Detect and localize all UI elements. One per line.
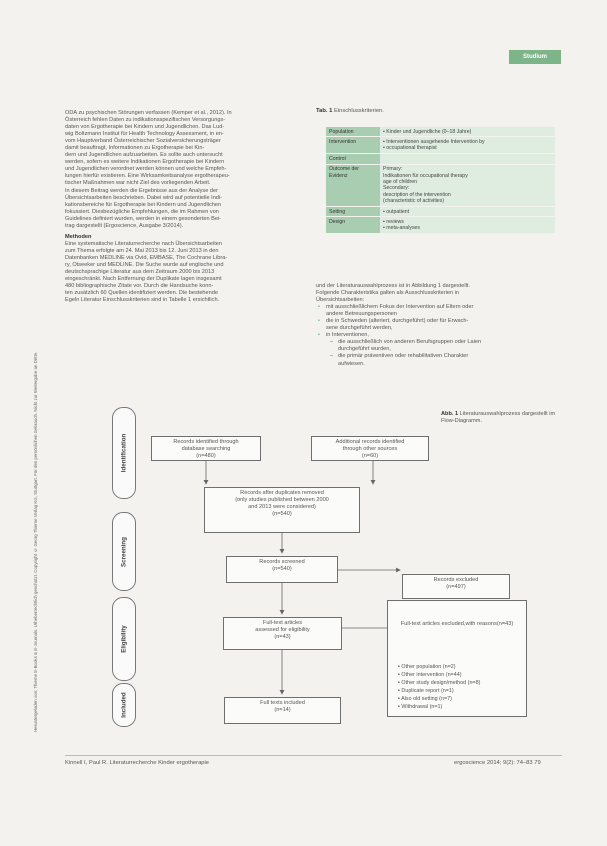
text-line: vom Hauptverband Österreichischer Sozialversicherungsträger (65, 138, 221, 145)
box-text-line: database searching (181, 446, 231, 452)
text-line: Guidelines definiert wurden, werden in einem gesonderten Bei- (65, 215, 222, 222)
exclusion-reason: ▪ Other intervention (n=44) (398, 671, 480, 679)
figure-caption-text: Literaturauswahlprozess dargestellt im Flow-Diagramm. (441, 411, 556, 424)
text-line: eingeschränkt. Nach Entfernung der Duplikate lagen insgesamt (65, 276, 222, 283)
box-text-line: (only studies published between 2000 (235, 497, 329, 503)
table-caption-label: Tab. 1 (316, 108, 333, 114)
text-line: Übersichtsarbeiten: (316, 297, 365, 304)
box-text-line: (n=480) (196, 453, 216, 459)
box-text-line: Full texts included (260, 700, 305, 706)
text-line: Österreich fehlen Daten zu indikationsspezifischen Versorgungs- (65, 117, 226, 124)
table-value-line: ▪ reviews (383, 219, 552, 225)
box-text-line: and 2013 were considered) (248, 504, 316, 510)
table-row-key: Control (326, 154, 380, 164)
box-records-screened (226, 556, 338, 583)
box-text-line: Records identified through (173, 439, 239, 445)
exclusion-subitem-line: – die primär präventiven oder rehabilitativen Charakter (316, 353, 560, 360)
fulltext-excluded-title (388, 601, 526, 628)
text-line: damit beauftragt, Informationen zu Ergotherapie bei Kin- (65, 145, 205, 152)
box-text-line: (n=497) (446, 584, 466, 590)
box-records-database (151, 436, 261, 461)
box-text-line: Records excluded (433, 577, 479, 583)
text-line: In diesem Beitrag werden die Ergebnisse aus der Analyse der (65, 187, 218, 194)
exclusion-reason: ▪ Other population (n=2) (398, 663, 480, 671)
box-text-line: with reasons (465, 621, 497, 627)
table-value-line: ▪ occupational therapist (383, 145, 552, 151)
exclusion-reason: ▪ Duplicate report (n=1) (398, 687, 480, 695)
table-row-key: Population (326, 127, 380, 137)
box-text-line: Records screened (259, 559, 305, 565)
exclusion-subitem-line: aufwiesen. (338, 360, 365, 367)
exclusion-bullet-line: ▪ die in Schweden (alteriert, durchgeführt) oder für Erwach- (316, 318, 560, 325)
table-value-line: Primary: (383, 166, 403, 173)
text-line: zum Thema erfolgte am 24. Mai 2013 bis 12. Juni 2013 in den (65, 247, 219, 254)
box-records-excluded (402, 574, 510, 599)
text-line: ry, Otseeker und MEDLINE. Die Suche wurde auf englische und (65, 261, 224, 268)
table-value-line: ▪ outpatient (383, 209, 552, 215)
box-after-duplicates (204, 487, 360, 533)
exclusion-bullet-line: ▪ in Interventionen, (316, 332, 560, 339)
text-line: Egeln Literatur Einschlusskriterien sind in Tabelle 1 ersichtlich. (65, 297, 220, 304)
footer-rule (65, 755, 562, 756)
box-text-line: assessed for eligibility (255, 627, 310, 633)
stage-labels (112, 407, 138, 725)
section-badge: Studium (509, 50, 561, 64)
methods-heading: Methoden (65, 233, 92, 240)
box-text-line: (n=540) (272, 566, 292, 572)
exclusion-reason: ▪ Other study design/method (n=8) (398, 679, 480, 687)
box-text-line: (n=60) (361, 453, 379, 459)
text-line: lungen hierfür existieren. Eine Wirksamkeitsanalyse ergotherapeu- (65, 173, 230, 180)
exclusion-bullet-line: andere Betreuungspersonen (326, 311, 397, 318)
exclusion-reason: ▪ Also old setting (n=7) (398, 695, 480, 703)
text-line: Eine systematische Literaturrecherche nach Übersichtsarbeiten (65, 240, 223, 247)
exclusion-bullet-line: sene durchgeführt werden, (326, 325, 393, 332)
table-value-line: (characteristic of activities) (383, 198, 445, 205)
text-line: und der Literaturauswahlprozess ist in Abbildung 1 dargestellt. (316, 283, 470, 289)
exclusion-reasons-list (398, 663, 480, 711)
table-row-key: Intervention (326, 137, 380, 154)
download-notice: Heruntergeladen von: Thieme E-Books & E-Journals. Urheberrechtlich geschützt. Copyright © Georg Thieme Verlag KG, Stuttgart. Für den persönlichen Gebrauch. Nicht zur Weitergabe an Dritte. (33, 351, 38, 732)
text-line: ODA zu psychischen Störungen verfassen (Kemper et al., 2012). In (65, 110, 232, 116)
figure-caption-label: Abb. 1 (441, 411, 459, 417)
text-line: Datenbanken MEDLINE via Ovid, EMBASE, The Cochrane Libra- (65, 254, 228, 261)
table-value-line: description of the intervention (383, 191, 451, 198)
text-line: tischer Maßnahmen war nicht Ziel des vorliegenden Arbeit. (65, 180, 211, 187)
text-line: und Jugendlichen verordnet werden können und welche Empfeh- (65, 166, 227, 173)
table-caption-text: Einschlusskriterien. (333, 108, 384, 114)
stage-included: Included (112, 683, 136, 727)
box-text-line: (n=540) (272, 511, 292, 517)
table-value-line: ▪ Interventionen ausgehende Intervention by (383, 139, 552, 145)
text-line: dern und Jugendlichen aufzuarbeiten. Es sollte auch untersucht (65, 152, 223, 159)
text-line: daten von Ergotherapie bei Kindern und Jugendlichen. Das Lud- (65, 124, 225, 131)
exclusion-subitem-line: durchgeführt wurden, (338, 346, 391, 353)
text-line: 480 bibliographische Zitate vor. Durch die Handsuche konn- (65, 283, 214, 290)
box-text-line: Records after duplicates removed (240, 490, 324, 496)
text-line: trag dargestellt (Ergoscience, Ausgabe 3/2014). (65, 222, 184, 229)
exclusion-reason: ▪ Withdrawal (n=1) (398, 703, 480, 711)
footer-citation: Kinnell I, Paul R. Literaturrecherche Kinder ergotherapie (65, 760, 210, 766)
box-fulltext-included (224, 697, 341, 724)
table-row-key: Setting (326, 207, 380, 217)
table-value-line: Indikationen für occupational therapy (383, 172, 468, 179)
table-value-line: ▪ Kinder und Jugendliche (0–18 Jahre) (383, 129, 552, 135)
text-line: Folgende Charakteristika galten als Ausschlusskriterien in (316, 290, 460, 297)
text-line: werden, sofern es weitere Indikationen Ergotherapie bei Kindern (65, 159, 225, 166)
exclusion-subitem-line: – die ausschließlich von anderen Berufsgruppen oder Laien (316, 339, 560, 346)
box-text-line: (n=43) (274, 634, 291, 640)
text-line: Übersichtsarbeiten beschrieben. Dabei wird auf potentielle Indi- (65, 194, 223, 201)
box-text-line: through other sources (342, 446, 398, 452)
text-line: ten zusätzlich 60 Quellen identifiziert werden. Die bestehende (65, 290, 218, 297)
text-line: fokussiert. Diesbezügliche Empfehlungen, die im Rahmen von (65, 208, 219, 215)
table-row-key: Outcome der Evidenz (326, 164, 380, 206)
stage-identification: Identification (112, 407, 136, 499)
box-records-other-sources (311, 436, 429, 461)
box-text-line: (n=43) (496, 621, 514, 627)
table-row-key: Design (326, 217, 380, 234)
table-value-line: age of children (383, 178, 418, 185)
text-line: wig Boltzmann Institut für Health Technology Assessment, in en- (65, 131, 224, 138)
text-line: deutschsprachige Literatur aus dem Zeitraum 2000 bis 2013 (65, 269, 215, 276)
box-text-line: Full-text articles excluded, (400, 621, 466, 627)
exclusion-bullet-line: ▪ mit ausschließlichem Fokus der Intervention auf Eltern oder (316, 304, 560, 311)
box-text-line: Additional records identified (335, 439, 405, 445)
table-value-line: ▪ meta-analyses (383, 225, 552, 231)
box-text-line: (n=14) (274, 707, 291, 713)
table-value-line: Secondary: (383, 185, 410, 192)
text-line: kationsbereiche für Ergotherapie bei Kindern und Jugendlichen (65, 201, 222, 208)
stage-screening: Screening (112, 512, 136, 591)
box-text-line: Full-text articles (262, 620, 303, 626)
box-fulltext-assessed (223, 617, 342, 650)
footer-journal: ergoscience 2014; 9(2): 74–83 79 (454, 760, 541, 766)
stage-eligibility: Eligibility (112, 597, 136, 681)
